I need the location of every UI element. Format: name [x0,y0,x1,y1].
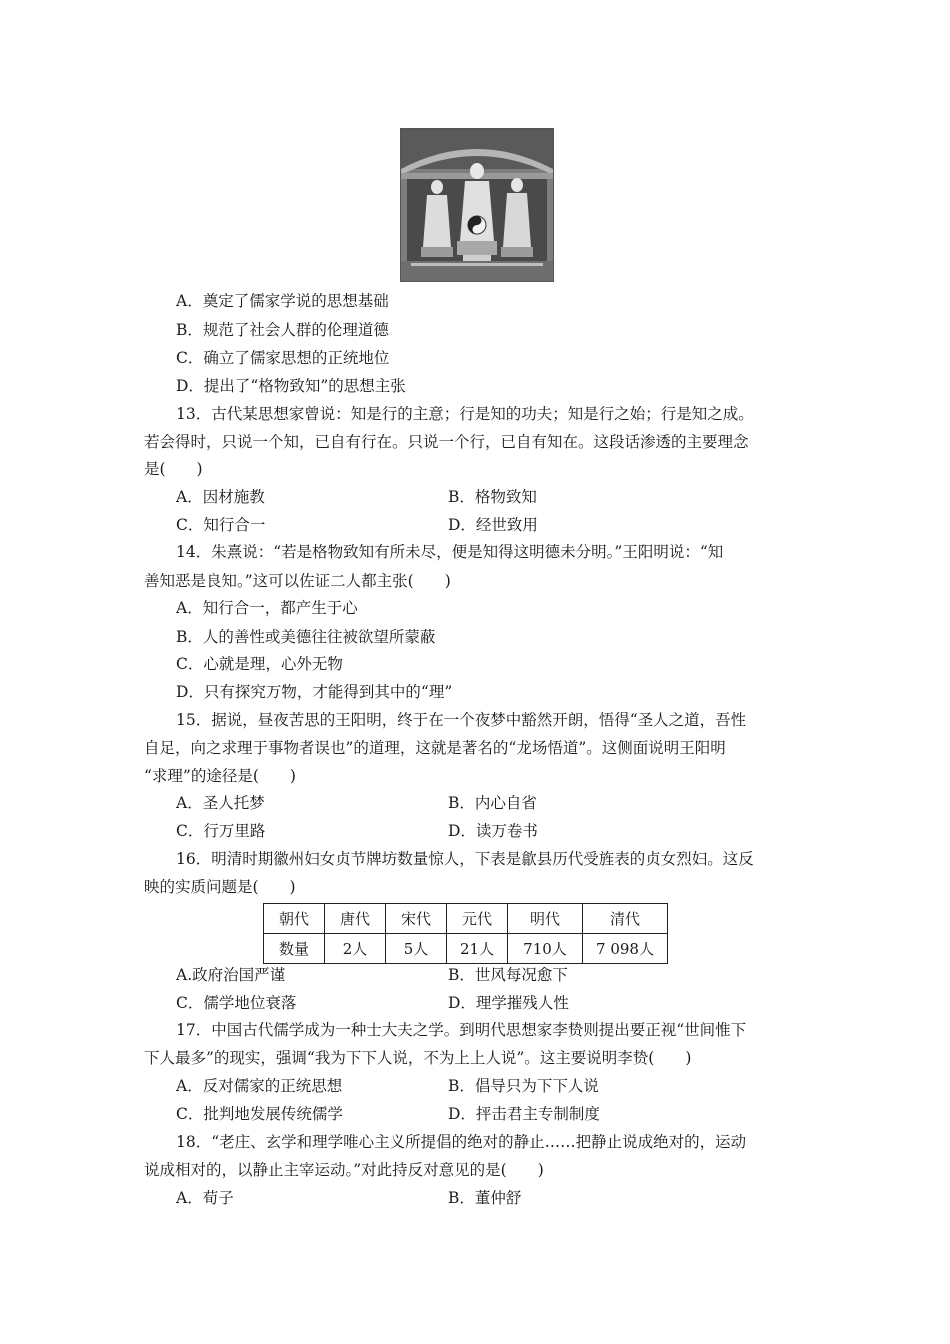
q18-stem-line-2: 说成相对的，以静止主宰运动。”对此持反对意见的是( ) [144,1161,544,1179]
q13-option-b: B．格物致知 [448,488,537,506]
q16-option-d: D．理学摧残人性 [448,994,569,1012]
table-header-cell: 明代 [508,904,583,934]
table-header-cell: 朝代 [264,904,325,934]
q15-option-b: B．内心自省 [448,794,537,812]
q12-option-d: D．提出了“格物致知”的思想主张 [176,377,406,395]
q16-option-c: C．儒学地位衰落 [176,994,297,1012]
q12-option-b: B．规范了社会人群的伦理道德 [176,321,389,339]
q14-stem-line-1: 14．朱熹说：“若是格物致知有所未尽，便是知得这明德未分明。”王阳明说：“知 [176,543,724,561]
table-header-cell: 清代 [583,904,668,934]
q13-stem-line-3: 是( ) [144,460,203,478]
q16-option-b: B．世风每况愈下 [448,966,568,984]
q13-option-c: C．知行合一 [176,516,266,534]
q17-option-a: A．反对儒家的正统思想 [176,1077,343,1095]
chastity-count-table [263,903,668,964]
table-header-cell: 元代 [447,904,508,934]
q14-option-b: B．人的善性或美德往往被欲望所蒙蔽 [176,628,436,646]
q13-option-a: A．因材施教 [176,488,265,506]
q15-option-d: D．读万卷书 [448,822,538,840]
q15-option-a: A．圣人托梦 [176,794,265,812]
table-header-cell: 宋代 [386,904,447,934]
confucian-statues-photo [400,128,554,282]
q13-option-d: D．经世致用 [448,516,538,534]
q12-option-a: A．奠定了儒家学说的思想基础 [176,292,389,310]
q14-stem-line-2: 善知恶是良知。”这可以佐证二人都主张( ) [144,572,451,590]
q15-stem-line-1: 15．据说，昼夜苦思的王阳明，终于在一个夜梦中豁然开朗，悟得“圣人之道，吾性 [176,711,747,729]
table-cell: 5人 [386,934,447,964]
table-cell: 数量 [264,934,325,964]
q17-option-c: C．批判地发展传统儒学 [176,1105,343,1123]
statues-illustration [401,129,553,281]
q18-option-b: B．董仲舒 [448,1189,522,1207]
q13-stem-line-2: 若会得时，只说一个知，已自有行在。只说一个行，已自有知在。这段话渗透的主要理念 [144,433,749,451]
q16-stem-line-2: 映的实质问题是( ) [144,878,296,896]
q15-option-c: C．行万里路 [176,822,266,840]
table-header-cell: 唐代 [325,904,386,934]
q18-stem-line-1: 18．“老庄、玄学和理学唯心主义所提倡的绝对的静止……把静止说成绝对的，运动 [176,1133,747,1151]
table-header-row [264,904,668,934]
q12-option-c: C．确立了儒家思想的正统地位 [176,349,390,367]
table-cell: 710人 [508,934,583,964]
q15-stem-line-2: 自足，向之求理于事物者误也”的道理，这就是著名的“龙场悟道”。这侧面说明王阳明 [144,739,726,757]
table-cell: 2人 [325,934,386,964]
q16-option-a: A.政府治国严谨 [176,966,286,984]
q15-stem-line-3: “求理”的途径是( ) [144,767,296,785]
q14-option-d: D．只有探究万物，才能得到其中的“理” [176,683,453,701]
q17-option-b: B．倡导只为下下人说 [448,1077,599,1095]
table-cell: 21人 [447,934,508,964]
table-row [264,934,668,964]
q14-option-c: C．心就是理，心外无物 [176,655,343,673]
q17-stem-line-2: 下人最多”的现实，强调“我为下下人说，不为上上人说”。这主要说明李贽( ) [144,1049,692,1067]
q17-stem-line-1: 17．中国古代儒学成为一种士大夫之学。到明代思想家李贽则提出要正视“世间惟下 [176,1021,747,1039]
q14-option-a: A．知行合一，都产生于心 [176,599,358,617]
q13-stem-line-1: 13．古代某思想家曾说：知是行的主意；行是知的功夫；知是行之始；行是知之成。 [176,405,754,423]
table-cell: 7 098人 [583,934,668,964]
q16-stem-line-1: 16．明清时期徽州妇女贞节牌坊数量惊人，下表是歙县历代受旌表的贞女烈妇。这反 [176,850,754,868]
q18-option-a: A．荀子 [176,1189,234,1207]
q17-option-d: D．抨击君主专制制度 [448,1105,600,1123]
